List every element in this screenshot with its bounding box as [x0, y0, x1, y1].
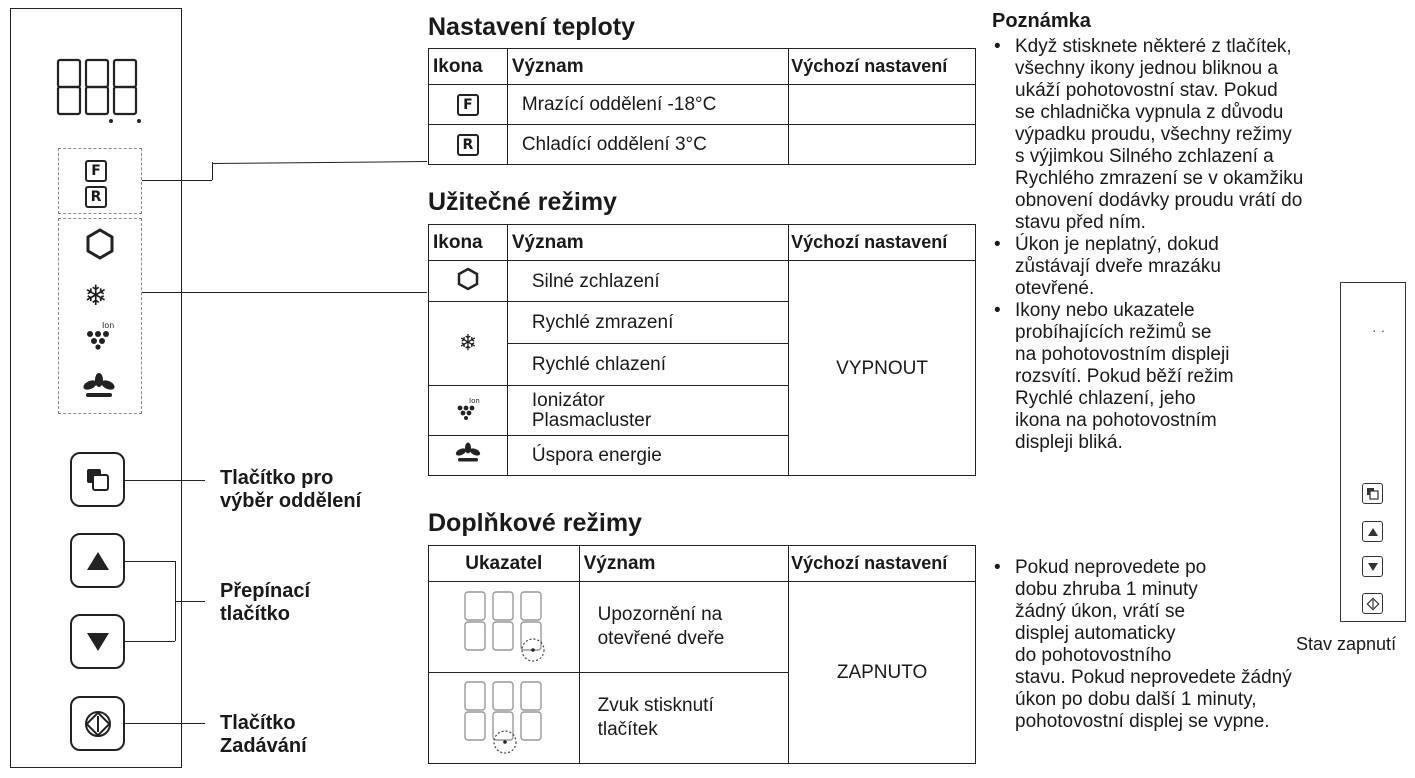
bullet: • — [994, 36, 1001, 57]
hexagon-icon — [457, 267, 479, 291]
useful-modes-table — [428, 224, 976, 476]
note-1: Když stisknete některé z tlačítek, všechny ikony jednou bliknou a ukáží pohotovostní stav. Pokud se chladnička vypnula z důvodu výpadku proudu, všechny režimy s výjimkou Silného zchlazení a Rychlého zmrazení se v okamžiku obnovení dodávky proudu vrátí do stavu před ním. — [1015, 36, 1304, 233]
up-button[interactable] — [70, 533, 125, 588]
svg-text:Ion: Ion — [468, 397, 480, 405]
leaf-icon — [455, 442, 481, 464]
note-3: Ikony nebo ukazatele probíhajících režimů se na pohotovostním displeji rozsvítí. Pokud běží režim Rychlé chlazení, jeho ikona na pohotovostním displeji bliká. — [1015, 300, 1234, 453]
table-row — [429, 85, 976, 125]
extra-modes-default: ZAPNUTO — [789, 582, 976, 764]
svg-text:Ion: Ion — [102, 321, 115, 330]
table-header: Ikona — [429, 49, 508, 85]
bullet: • — [994, 300, 1001, 321]
standby-caption: Stav zapnutí — [1296, 634, 1397, 654]
ion-icon — [455, 396, 481, 420]
standby-down-button — [1362, 556, 1383, 577]
fridge-r-icon: R — [85, 186, 107, 208]
copy-icon — [1366, 487, 1379, 500]
row-meaning: Úspora energie — [507, 436, 788, 476]
table-row — [429, 125, 976, 165]
temperature-section-title: Nastavení teploty — [428, 13, 636, 41]
triangle-down-icon — [85, 631, 111, 653]
snowflake-icon: ❄ — [458, 330, 478, 356]
table-row — [429, 582, 976, 673]
standby-enter-button — [1362, 593, 1383, 614]
snowflake-icon: ❄ — [84, 279, 108, 312]
select-button-label: Tlačítko pro výběr oddělení — [220, 467, 362, 512]
freezer-f-icon: F — [85, 160, 107, 182]
freezer-f-icon: F — [457, 94, 479, 116]
switch-button-label: Přepínací tlačítko — [220, 580, 311, 625]
enter-button[interactable] — [70, 696, 125, 751]
table-header: Význam — [579, 546, 789, 582]
note-4: Pokud neprovedete po dobu zhruba 1 minuty žádný úkon, vrátí se displej automaticky do pohotovostního stavu. Pokud neprovedete žádný úkon po dobu další 1 minuty, pohotovostní displej se vypne. — [1015, 557, 1292, 732]
table-header: Ukazatel — [429, 546, 580, 582]
segment-display-icon — [461, 586, 547, 664]
ion-icon — [84, 320, 116, 350]
table-row — [429, 261, 976, 302]
bullet: • — [994, 234, 1001, 255]
enter-icon — [83, 709, 113, 739]
table-header: Význam — [507, 225, 788, 261]
row-meaning: Chladící oddělení 3°C — [507, 125, 788, 165]
table-header: Výchozí nastavení — [789, 546, 976, 582]
row-default — [789, 125, 976, 165]
standby-up-button — [1362, 521, 1383, 542]
row-meaning: Rychlé zmrazení — [507, 302, 788, 344]
row-meaning: Zvuk stisknutí tlačítek — [579, 673, 789, 764]
note-2: Úkon je neplatný, dokud zůstávají dveře mrazáku otevřené. — [1015, 234, 1221, 299]
segment-display-icon — [461, 676, 547, 756]
segment-display — [56, 58, 146, 128]
extra-modes-title: Doplňkové režimy — [428, 509, 642, 537]
down-button[interactable] — [70, 614, 125, 669]
useful-modes-title: Užitečné režimy — [428, 188, 617, 216]
row-meaning: Mrazící oddělení -18°C — [507, 85, 788, 125]
temperature-table — [428, 48, 976, 165]
row-meaning: Upozornění na otevřené dveře — [579, 582, 789, 673]
standby-display-dots: ·· — [1372, 322, 1390, 338]
leaf-icon — [82, 372, 116, 400]
triangle-up-icon — [1367, 527, 1379, 537]
useful-modes-default: VYPNOUT — [789, 261, 976, 476]
table-header: Význam — [507, 49, 788, 85]
compartment-select-button[interactable] — [70, 452, 125, 507]
enter-icon — [1366, 597, 1380, 611]
notes-title: Poznámka — [992, 10, 1091, 32]
hexagon-icon — [85, 228, 115, 260]
standby-select-button — [1362, 483, 1383, 504]
row-meaning: Ionizátor Plasmacluster — [507, 386, 788, 436]
bullet: • — [994, 557, 1001, 578]
copy-icon — [85, 467, 111, 493]
triangle-down-icon — [1367, 562, 1379, 572]
row-default — [789, 85, 976, 125]
row-meaning: Rychlé chlazení — [507, 344, 788, 386]
table-header: Ikona — [429, 225, 508, 261]
extra-modes-table — [428, 545, 976, 764]
table-header: Výchozí nastavení — [789, 225, 976, 261]
row-meaning: Silné zchlazení — [507, 261, 788, 302]
table-header: Výchozí nastavení — [789, 49, 976, 85]
fridge-r-icon: R — [457, 134, 479, 156]
triangle-up-icon — [85, 550, 111, 572]
enter-button-label: Tlačítko Zadávání — [220, 712, 307, 757]
